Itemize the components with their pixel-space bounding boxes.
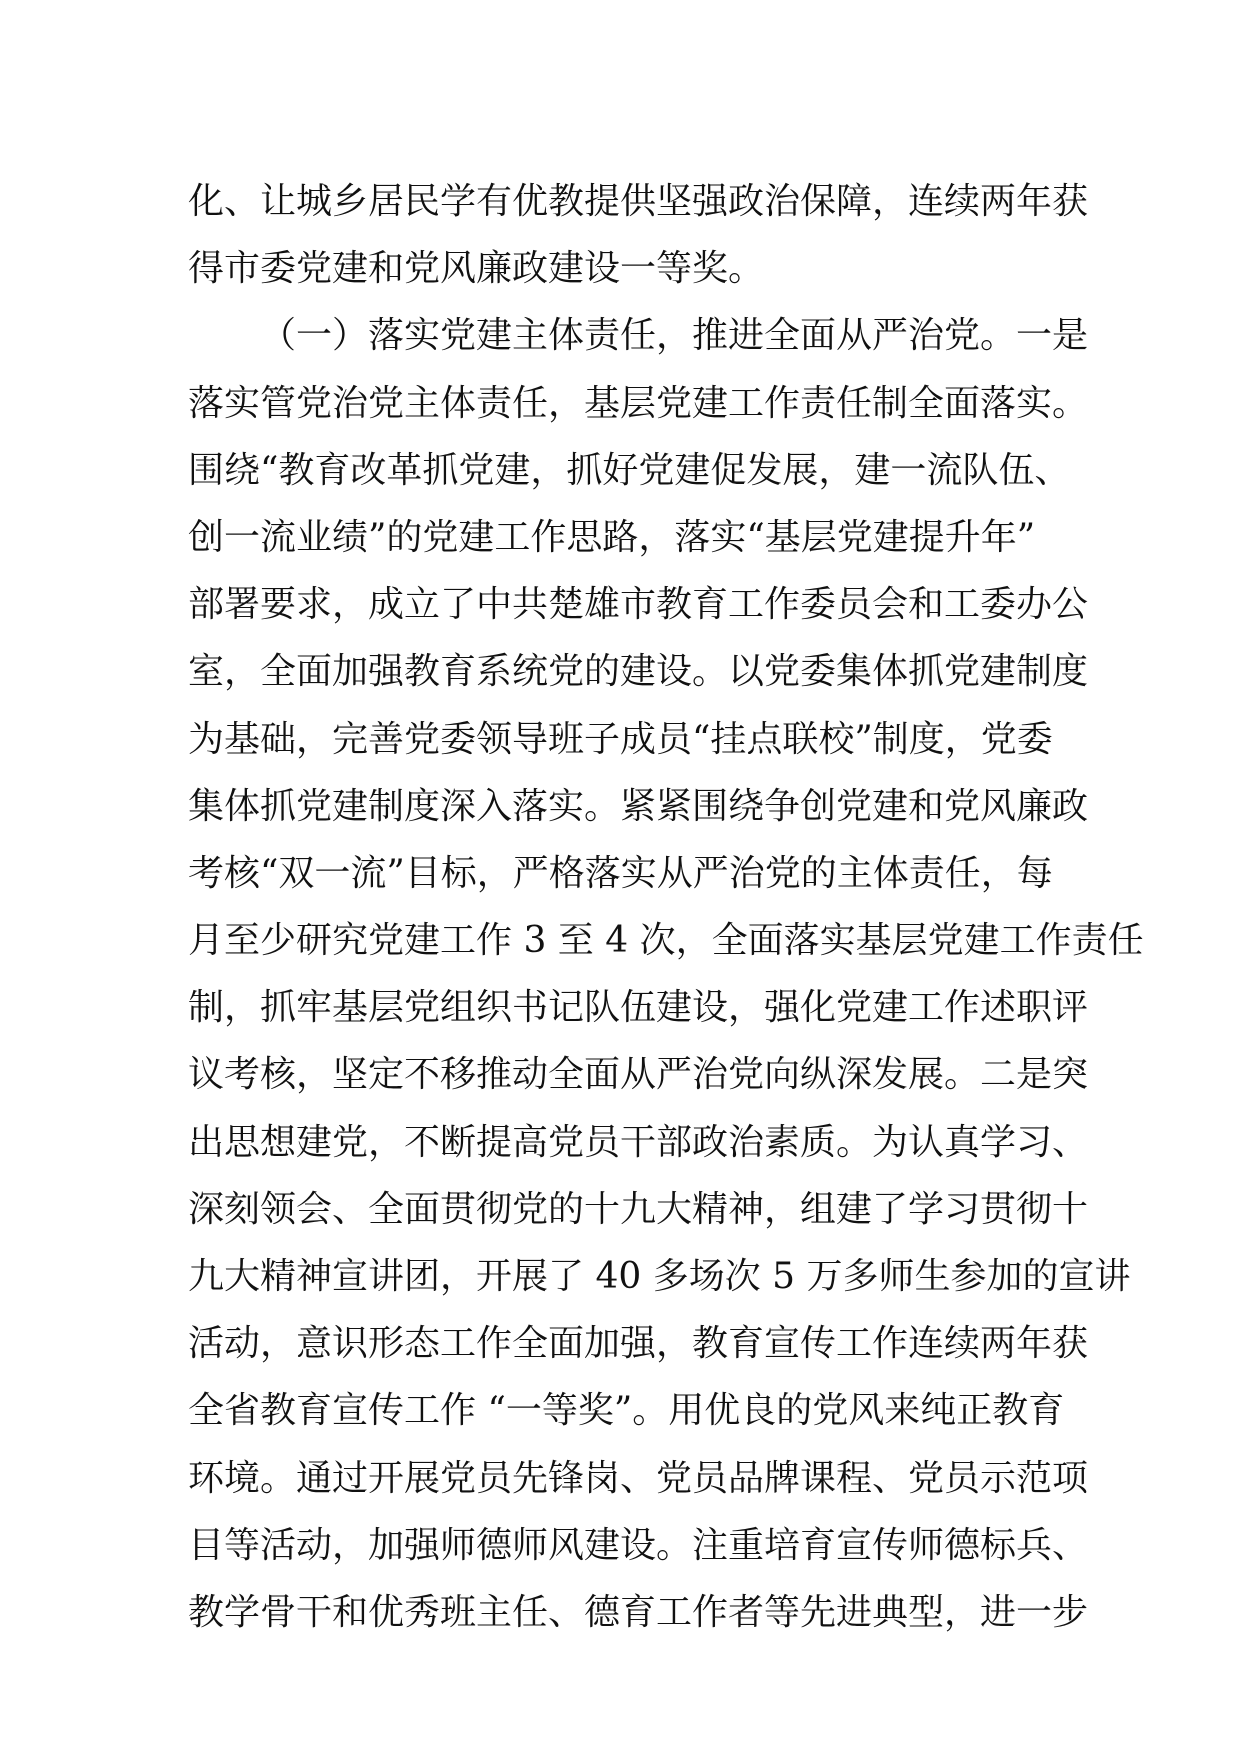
text-line: 考核“双一流”目标，严格落实从严治党的主体责任，每 (188, 852, 1053, 894)
text-line: 围绕“教育改革抓党建，抓好党建促发展，建一流队伍、 (188, 449, 1071, 491)
text-line: 活动，意识形态工作全面加强，教育宣传工作连续两年获 (188, 1323, 1089, 1365)
text-line: 部署要求，成立了中共楚雄市教育工作委员会和工委办公 (188, 584, 1089, 626)
section-heading-line: （一）落实党建主体责任，推进全面从严治党。一是 (260, 315, 1089, 357)
text-line: 创一流业绩”的党建工作思路，落实“基层党建提升年” (188, 516, 1036, 558)
text-line: 月至少研究党建工作 3 至 4 次，全面落实基层党建工作责任 (188, 920, 1144, 962)
text-line: 制，抓牢基层党组织书记队伍建设，强化党建工作述职评 (188, 987, 1089, 1029)
text-line: 为基础，完善党委领导班子成员“挂点联校”制度，党委 (188, 718, 1053, 760)
text-line: 得市委党建和党风廉政建设一等奖。 (188, 248, 765, 290)
text-line: 落实管党治党主体责任，基层党建工作责任制全面落实。 (188, 382, 1089, 424)
text-line: 深刻领会、全面贯彻党的十九大精神，组建了学习贯彻十 (188, 1188, 1089, 1230)
text-line: 化、让城乡居民学有优教提供坚强政治保障，连续两年获 (188, 181, 1089, 222)
text-line: 室，全面加强教育系统党的建设。以党委集体抓党建制度 (188, 651, 1089, 693)
text-line: 集体抓党建制度深入落实。紧紧围绕争创党建和党风廉政 (188, 785, 1089, 827)
text-line: 议考核，坚定不移推动全面从严治党向纵深发展。二是突 (188, 1054, 1089, 1096)
body-text (188, 168, 1144, 1646)
text-line: 九大精神宣讲团，开展了 40 多场次 5 万多师生参加的宣讲 (188, 1256, 1131, 1297)
text-line: 环境。通过开展党员先锋岗、党员品牌课程、党员示范项 (188, 1457, 1089, 1499)
text-line: 全省教育宣传工作 “一等奖”。用优良的党风来纯正教育 (188, 1390, 1065, 1432)
text-line: 教学骨干和优秀班主任、德育工作者等先进典型，进一步 (188, 1591, 1089, 1633)
text-line: 出思想建党，不断提高党员干部政治素质。为认真学习、 (188, 1121, 1089, 1163)
text-line: 目等活动，加强师德师风建设。注重培育宣传师德标兵、 (188, 1524, 1089, 1566)
